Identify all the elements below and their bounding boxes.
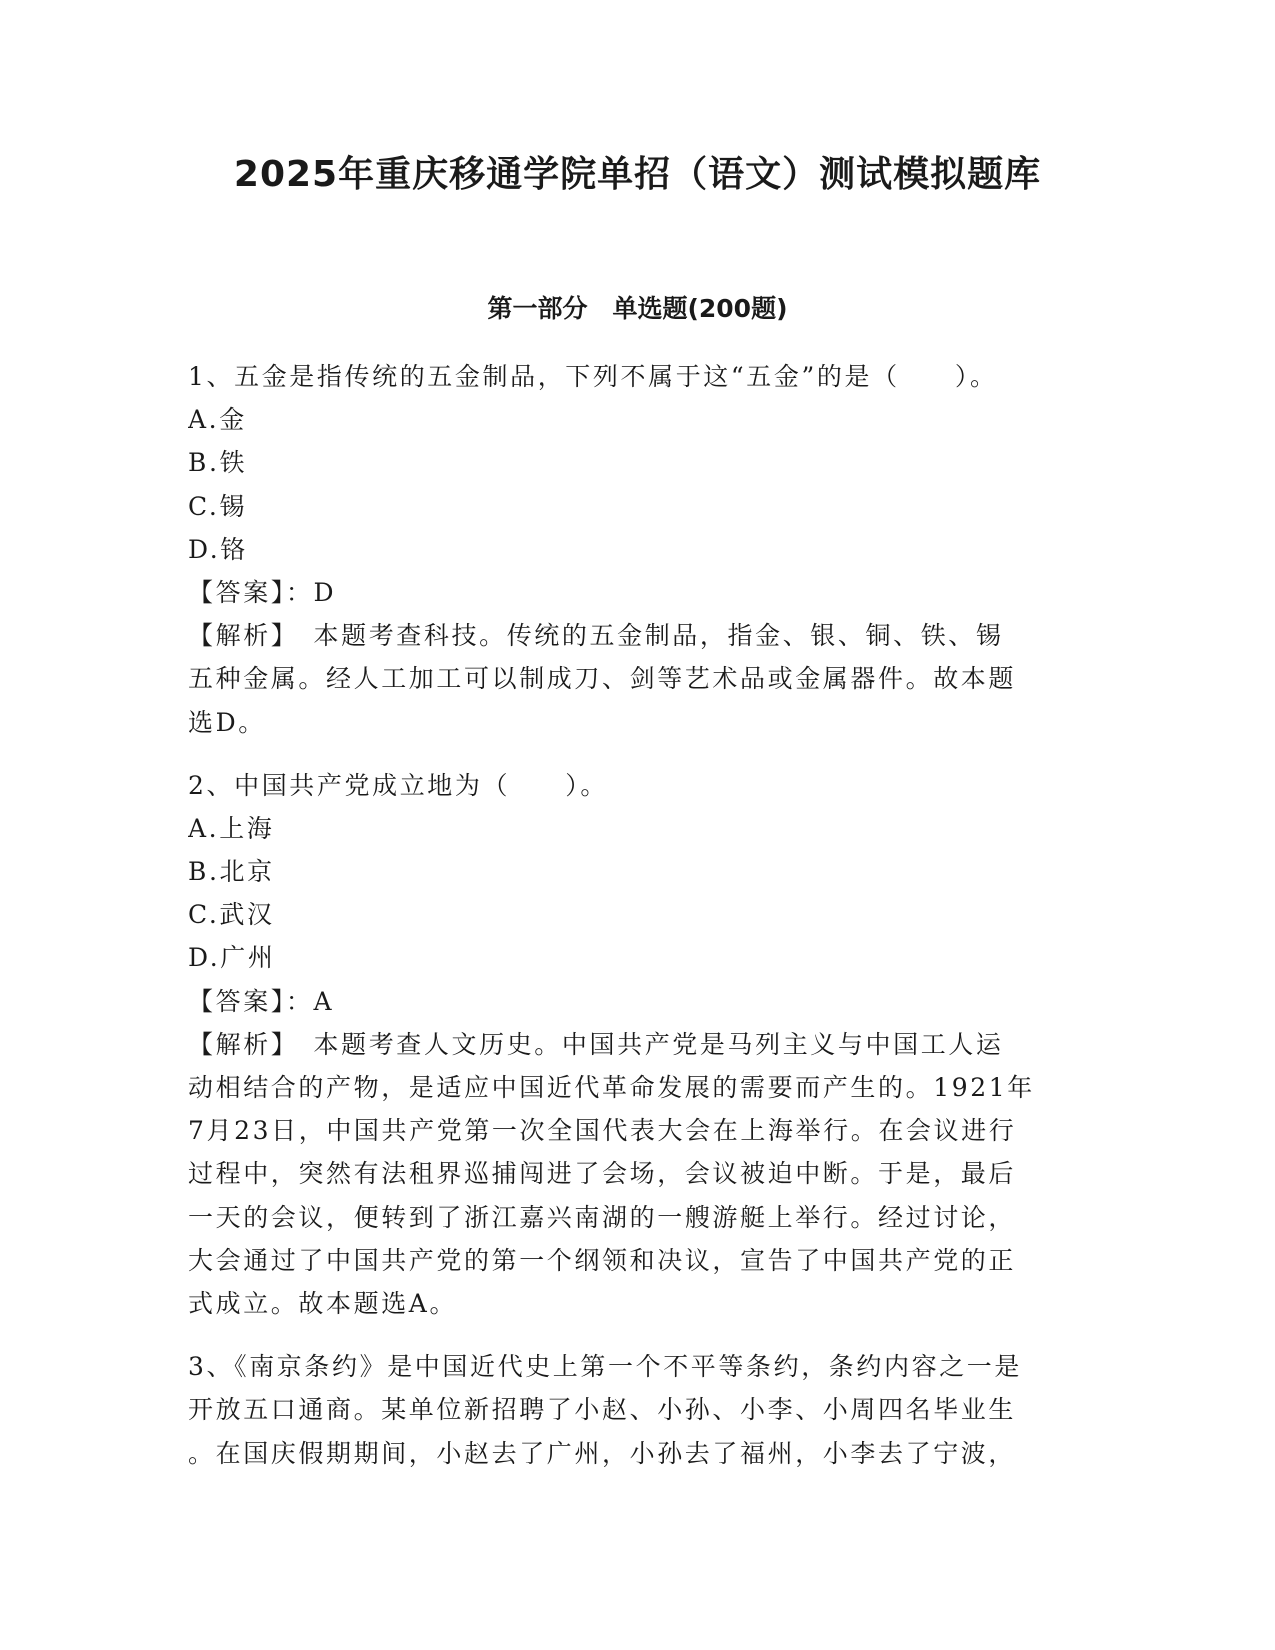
- option-c: C.锡: [188, 491, 247, 521]
- question-gap: [188, 744, 1088, 764]
- section-title: 第一部分 单选题(200题): [487, 294, 788, 323]
- question-gap: [188, 1325, 1088, 1345]
- document-title: 2025年重庆移通学院单招（语文）测试模拟题库: [233, 154, 1042, 195]
- analysis-line: 过程中，突然有法租界巡捕闯进了会场，会议被迫中断。于是，最后: [188, 1159, 1017, 1189]
- question-stem: 开放五口通商。某单位新招聘了小赵、小孙、小李、小周四名毕业生: [188, 1395, 1017, 1425]
- option-b: B.北京: [188, 857, 275, 887]
- answer: 【答案】：A: [188, 986, 335, 1016]
- question-3: [188, 1345, 1088, 1475]
- analysis-line: 【解析】 本题考查科技。传统的五金制品，指金、银、铜、铁、锡: [188, 621, 1004, 651]
- question-stem: 2、中国共产党成立地为（ ）。: [188, 770, 609, 800]
- analysis-line: 动相结合的产物，是适应中国近代革命发展的需要而产生的。1921年: [188, 1073, 1035, 1102]
- question-list: [188, 355, 1088, 1475]
- option-d: D.广州: [188, 943, 276, 973]
- analysis-line: 7月23日，中国共产党第一次全国代表大会在上海举行。在会议进行: [188, 1116, 1017, 1146]
- question-stem: 1、五金是指传统的五金制品，下列不属于这“五金”的是（ ）。: [188, 362, 998, 391]
- question-stem: 。在国庆假期期间，小赵去了广州，小孙去了福州，小李去了宁波，: [188, 1438, 1017, 1468]
- analysis-line: 一天的会议，便转到了浙江嘉兴南湖的一艘游艇上举行。经过讨论，: [188, 1202, 1017, 1232]
- question-1: [188, 355, 1088, 744]
- option-a: A.上海: [188, 813, 275, 843]
- analysis-line: 五种金属。经人工加工可以制成刀、剑等艺术品或金属器件。故本题: [188, 664, 1017, 694]
- question-2: [188, 764, 1088, 1325]
- analysis-line: 选D。: [188, 707, 266, 737]
- answer: 【答案】：D: [188, 577, 337, 607]
- analysis-line: 【解析】 本题考查人文历史。中国共产党是马列主义与中国工人运: [188, 1029, 1004, 1059]
- analysis-line: 式成立。故本题选A。: [188, 1288, 458, 1318]
- analysis-line: 大会通过了中国共产党的第一个纲领和决议，宣告了中国共产党的正: [188, 1245, 1017, 1275]
- option-a: A.金: [188, 405, 247, 435]
- option-b: B.铁: [188, 448, 248, 478]
- option-c: C.武汉: [188, 900, 275, 930]
- option-d: D.铬: [188, 534, 248, 564]
- question-stem: 3、《南京条约》是中国近代史上第一个不平等条约，条约内容之一是: [188, 1352, 1023, 1382]
